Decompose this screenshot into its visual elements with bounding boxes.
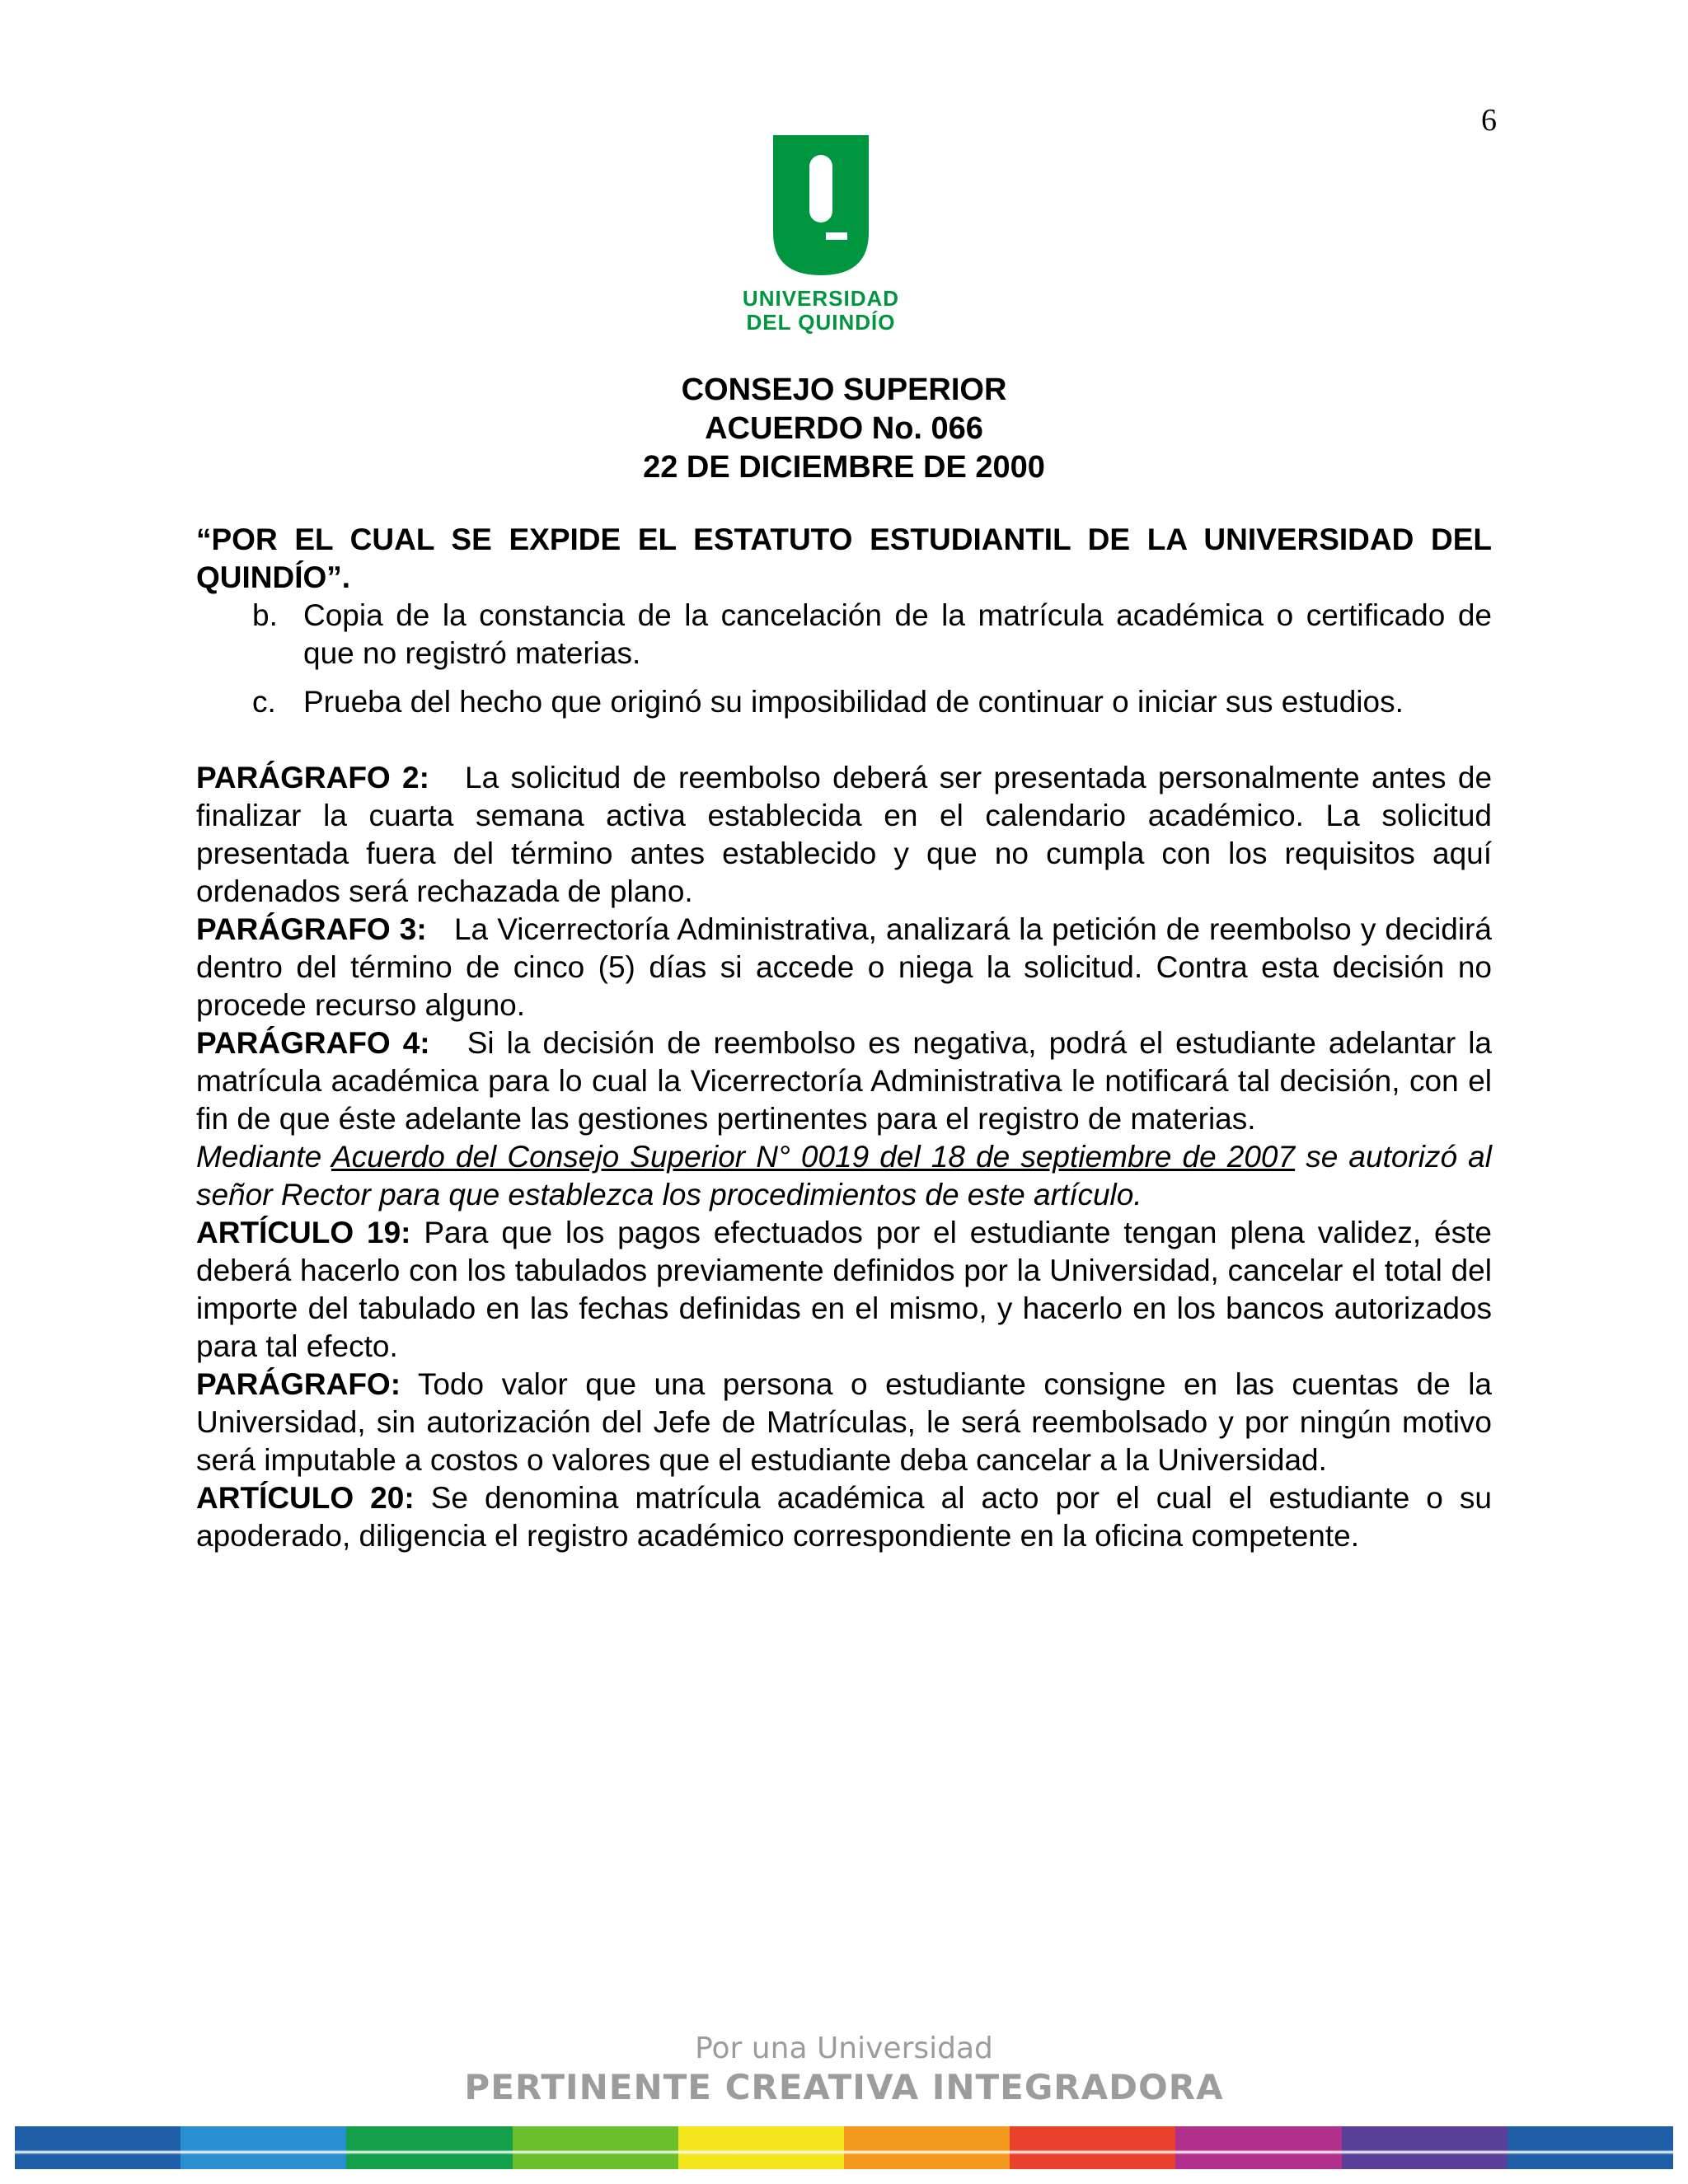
articulo-19-text: Para que los pagos efectuados por el estudiante tengan plena validez, éste deberá hacerlo con los tabulados previamente definidos por la Universidad, cancelar el total del importe del tabulado en las fechas definidas en el mismo, y hacerlo en los bancos autorizados para tal efecto. — [196, 1216, 1492, 1363]
logo-text-line1: UNIVERSIDAD — [742, 286, 900, 311]
stripe-segment — [678, 2126, 844, 2169]
stripe-segment — [15, 2126, 181, 2169]
articulo-19-label: ARTÍCULO 19: — [196, 1216, 411, 1249]
list-item-letter: b. — [252, 598, 278, 632]
slogan-line2: PERTINENTE CREATIVA INTEGRADORA — [464, 2067, 1224, 2107]
stripe-segment — [1342, 2126, 1507, 2169]
stripe-segment — [181, 2126, 346, 2169]
requirements-list — [196, 597, 1492, 721]
stripe-segment — [346, 2126, 512, 2169]
page-number: 6 — [1481, 103, 1497, 138]
paragrafo-2-label: PARÁGRAFO 2: — [196, 761, 429, 794]
document-heading — [0, 371, 1688, 487]
footer-color-stripe — [15, 2126, 1673, 2169]
note-agreement-reference: Acuerdo del Consejo Superior N° 0019 del 18 de septiembre de 2007 — [331, 1140, 1296, 1174]
paragrafo-4-label: PARÁGRAFO 4: — [196, 1026, 430, 1060]
university-q-emblem-icon — [773, 135, 869, 275]
note-prefix: Mediante — [196, 1140, 322, 1174]
paragrafo-3 — [196, 911, 1492, 1024]
document-title: “POR EL CUAL SE EXPIDE EL ESTATUTO ESTUDIANTIL DE LA UNIVERSIDAD DEL QUINDÍO”. — [196, 523, 1492, 594]
university-logo — [740, 135, 902, 335]
document-body — [196, 521, 1492, 1555]
slogan-line1: Por una Universidad — [695, 2032, 993, 2065]
heading-date: 22 DE DICIEMBRE DE 2000 — [643, 450, 1045, 485]
list-item-letter: c. — [252, 685, 276, 719]
paragrafo-4 — [196, 1024, 1492, 1138]
list-item — [196, 597, 1492, 673]
footer-slogan — [0, 2031, 1688, 2108]
paragrafo-3-text: La Vicerrectoría Administrativa, analizará la petición de reembolso y decidirá dentro del término de cinco (5) días si accede o niega la solicitud. Contra esta decisión no procede recurso alguno. — [196, 912, 1492, 1022]
stripe-segment — [1010, 2126, 1175, 2169]
list-item-text: Prueba del hecho que originó su imposibilidad de continuar o iniciar sus estudios. — [303, 685, 1404, 719]
articulo-19 — [196, 1214, 1492, 1366]
stripe-segment — [513, 2126, 678, 2169]
stripe-segment — [1175, 2126, 1341, 2169]
paragrafo-2-text: La solicitud de reembolso deberá ser presentada personalmente antes de finalizar la cuarta semana activa establecida en el calendario académico. La solicitud presentada fuera del término antes establecido y que no cumpla con los requisitos aquí ordenados será rechazada de plano. — [196, 761, 1493, 908]
note-suffix: se autorizó al señor Rector para que establezca los procedimientos de este artículo. — [196, 1140, 1492, 1212]
articulo-20-label: ARTÍCULO 20: — [196, 1481, 415, 1515]
amendment-note — [196, 1138, 1492, 1214]
paragrafo — [196, 1366, 1492, 1479]
stripe-segment — [844, 2126, 1010, 2169]
paragrafo-text: Todo valor que una persona o estudiante consigne en las cuentas de la Universidad, sin autorización del Jefe de Matrículas, le será reembolsado y por ningún motivo será imputable a costos o valores que el estudiante deba cancelar a la Universidad. — [196, 1367, 1492, 1477]
paragrafo-label: PARÁGRAFO: — [196, 1367, 401, 1401]
heading-agreement-number: ACUERDO No. 066 — [705, 411, 983, 446]
paragrafo-3-label: PARÁGRAFO 3: — [196, 912, 427, 946]
heading-council: CONSEJO SUPERIOR — [681, 373, 1007, 407]
articulo-20-text: Se denomina matrícula académica al acto por el cual el estudiante o su apoderado, diligencia el registro académico correspondiente en la oficina competente. — [196, 1481, 1492, 1553]
paragrafo-2 — [196, 759, 1492, 911]
articulo-20 — [196, 1479, 1492, 1555]
logo-text-line2: DEL QUINDÍO — [746, 310, 896, 335]
list-item-text: Copia de la constancia de la cancelación de la matrícula académica o certificado de que no registró materias. — [303, 598, 1492, 670]
paragrafo-4-text: Si la decisión de reembolso es negativa, podrá el estudiante adelantar la matrícula académica para lo cual la Vicerrectoría Administrativa le notificará tal decisión, con el fin de que éste adelante las gestiones pertinentes para el registro de materias. — [196, 1026, 1493, 1136]
stripe-segment — [1507, 2126, 1673, 2169]
list-item — [196, 683, 1492, 721]
